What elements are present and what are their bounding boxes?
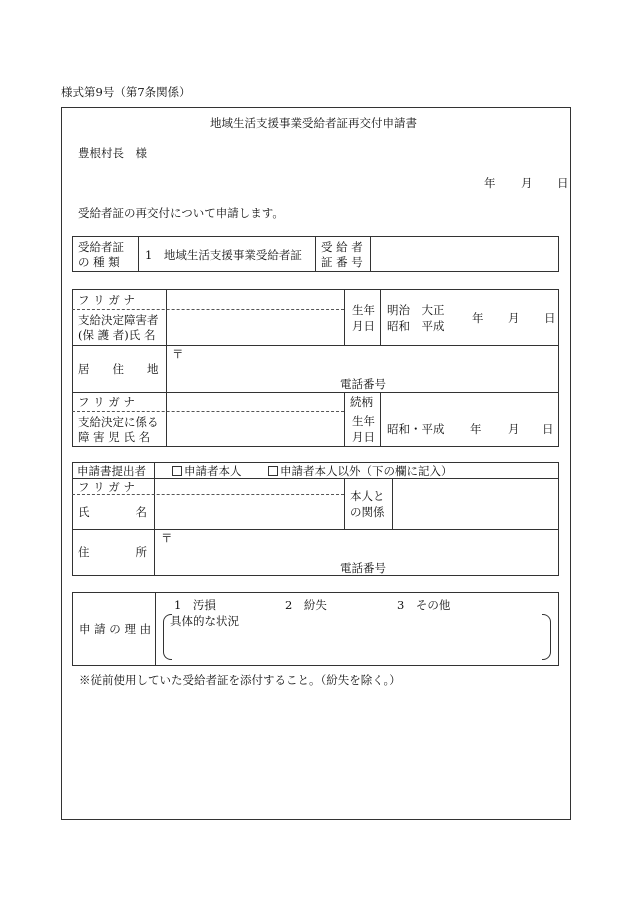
cert-type-label-1: 受給者証 [78, 240, 124, 254]
child-name-label-1: 支給決定に係る [78, 415, 159, 429]
child-furigana-field[interactable] [168, 394, 342, 410]
cert-number-field[interactable] [372, 238, 557, 270]
option-other[interactable]: 申請者本人以外（下の欄に記入） [268, 464, 453, 478]
submitter-postal-mark: 〒 [161, 531, 173, 545]
child-name-label-2: 障 害 児 氏 名 [78, 430, 151, 444]
form-title: 地域生活支援事業受給者証再交付申請書 [210, 116, 417, 130]
cert-type-label-2: の 種 類 [78, 255, 120, 269]
cert-number-label-1: 受 給 者 [321, 240, 363, 254]
relation-label: 続柄 [350, 395, 373, 409]
applicant-furigana-field[interactable] [168, 291, 342, 307]
intro-text: 受給者証の再交付について申請します。 [78, 206, 284, 220]
birth-day: 日 [544, 311, 556, 325]
checkbox-icon [172, 466, 182, 476]
child-furigana-label: フ リ ガ ナ [78, 395, 135, 409]
cert-type-value: 1 地域生活支援事業受給者証 [145, 248, 302, 262]
applicant-name-field[interactable] [168, 312, 342, 343]
submitter-label: 申請書提出者 [77, 464, 146, 478]
date-day: 日 [557, 176, 569, 190]
birth-label-1: 生年 [352, 303, 375, 317]
submitter-furigana-field[interactable] [156, 480, 342, 493]
option-self[interactable]: 申請者本人 [172, 464, 242, 478]
era-line-1: 明治 大正 [387, 303, 445, 317]
addressee: 豊根村長 様 [78, 146, 147, 160]
submitter-name-label: 氏 名 [78, 505, 147, 519]
submitter-phone-label: 電話番号 [340, 561, 386, 575]
submitter-relation-label-1: 本人と [350, 489, 385, 503]
detail-field[interactable] [174, 630, 538, 658]
phone-label: 電話番号 [340, 377, 386, 391]
furigana-label: フ リ ガ ナ [78, 293, 135, 307]
submitter-address-label: 住 所 [78, 545, 147, 559]
era-line-2: 昭和 平成 [387, 319, 445, 333]
form-number: 様式第9号（第7条関係） [61, 85, 191, 99]
birth-month: 月 [508, 311, 520, 325]
child-birth-label-1: 生年 [352, 414, 375, 428]
reason-option-2[interactable]: 2 紛失 [285, 598, 327, 612]
birth-year: 年 [472, 311, 484, 325]
address-label: 居 住 地 [78, 362, 159, 376]
checkbox-icon [268, 466, 278, 476]
child-birth-year: 年 [470, 422, 482, 436]
birth-label-2: 月日 [352, 319, 375, 333]
child-birth-day: 日 [542, 422, 554, 436]
postal-mark: 〒 [172, 347, 184, 361]
child-name-field[interactable] [168, 413, 342, 445]
reason-option-1[interactable]: 1 汚損 [174, 598, 216, 612]
reason-option-3[interactable]: 3 その他 [397, 598, 451, 612]
footnote: ※従前使用していた受給者証を添付すること。（紛失を除く。） [79, 673, 401, 687]
cert-number-label-2: 証 番 号 [321, 255, 363, 269]
date-year: 年 [484, 176, 496, 190]
submitter-relation-label-2: の関係 [350, 505, 385, 519]
submitter-address-field[interactable] [174, 531, 554, 559]
child-birth-month: 月 [508, 422, 520, 436]
applicant-name-label-1: 支給決定障害者 [78, 313, 159, 327]
applicant-name-label-2: (保 護 者)氏 名 [78, 328, 156, 342]
reason-label: 申 請 の 理 由 [79, 622, 152, 636]
child-birth-label-2: 月日 [352, 430, 375, 444]
submitter-name-field[interactable] [156, 496, 342, 527]
submitter-relation-field[interactable] [394, 480, 557, 527]
child-era: 昭和・平成 [387, 422, 445, 436]
submitter-furigana-label: フ リ ガ ナ [78, 480, 135, 494]
right-bracket [542, 614, 551, 660]
detail-label: 具体的な状況 [170, 614, 239, 628]
applicant-address-field[interactable] [184, 347, 554, 375]
relation-field[interactable] [382, 394, 557, 410]
date-month: 月 [521, 176, 533, 190]
